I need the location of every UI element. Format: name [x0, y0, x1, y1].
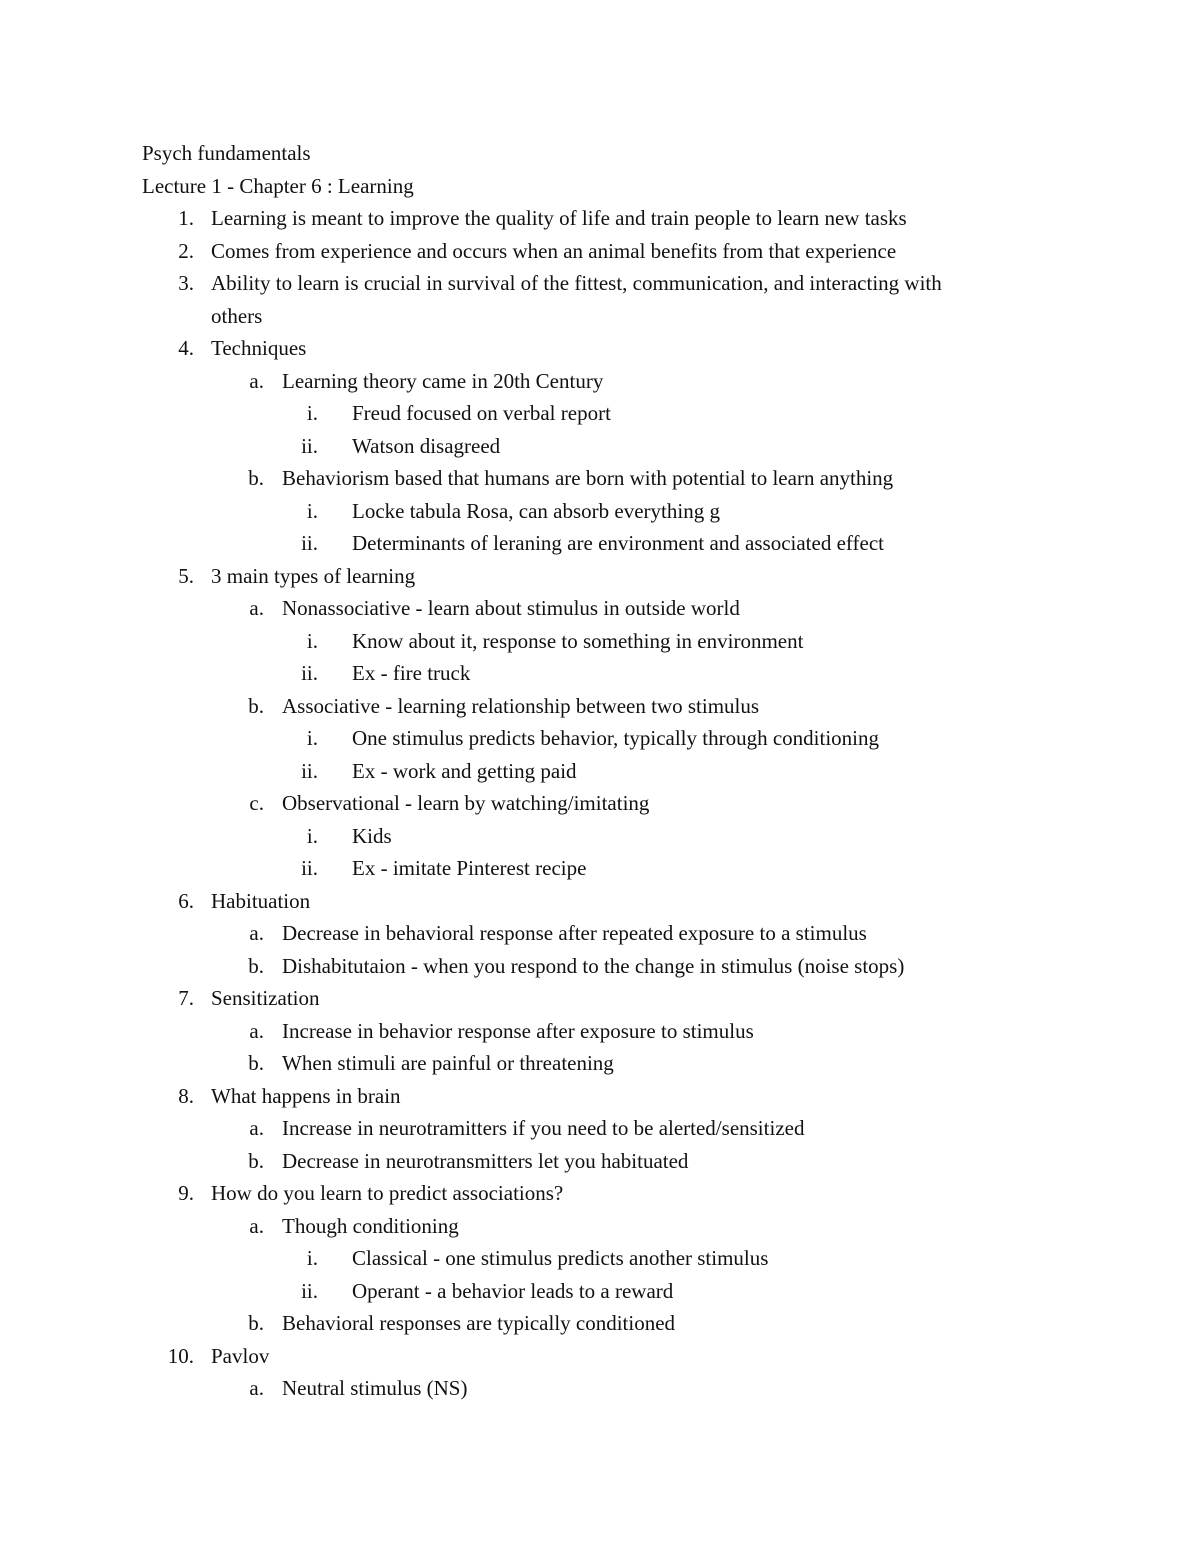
list-marker: 2.: [178, 238, 194, 263]
sub-list-item: Increase in behavior response after exposure to stimulus: [282, 1018, 754, 1043]
list-marker: 7.: [178, 986, 194, 1010]
list-marker: ii.: [301, 531, 318, 555]
sub-list-item: Dishabitutaion - when you respond to the change in stimulus (noise stops): [282, 953, 905, 978]
sub-list-item: Associative - learning relationship between two stimulus: [282, 693, 760, 718]
sub-sub-list-item: Classical - one stimulus predicts another stimulus: [352, 1246, 769, 1270]
sub-list-item: Observational - learn by watching/imitating: [282, 791, 650, 815]
list-marker: i.: [306, 401, 318, 425]
sub-list-item: Behaviorism based that humans are born with potential to learn anything: [282, 466, 894, 490]
list-item: Pavlov: [211, 1343, 270, 1368]
list-marker: 10.: [167, 1343, 194, 1368]
list-marker: i.: [306, 498, 318, 523]
sub-list-item: Neutral stimulus (NS): [282, 1376, 468, 1400]
list-item: What happens in brain: [211, 1083, 401, 1108]
list-marker: 3.: [178, 271, 194, 295]
list-marker: i.: [306, 628, 318, 653]
list-item: 3 main types of learning: [211, 563, 416, 588]
list-marker: ii.: [301, 661, 318, 685]
list-item: Habituation: [211, 888, 311, 913]
sub-sub-list-item: Ex - imitate Pinterest recipe: [352, 856, 587, 880]
list-marker: 4.: [178, 336, 194, 360]
list-item: Techniques: [211, 336, 307, 360]
list-marker: a.: [249, 921, 264, 945]
list-item: Learning is meant to improve the quality of life and train people to learn new tasks: [211, 206, 907, 230]
sub-sub-list-item: Kids: [352, 823, 392, 848]
list-marker: 8.: [178, 1083, 194, 1108]
list-marker: ii.: [301, 433, 318, 458]
list-marker: b.: [248, 953, 264, 978]
lecture-heading: Lecture 1 - Chapter 6 : Learning: [142, 173, 414, 198]
document-title: Psych fundamentals: [142, 141, 311, 165]
list-marker: ii.: [301, 1278, 318, 1303]
list-item: Comes from experience and occurs when an animal benefits from that experience: [211, 238, 897, 263]
list-marker: 5.: [178, 563, 194, 588]
list-marker: b.: [248, 1311, 264, 1335]
list-marker: a.: [249, 1018, 264, 1043]
sub-list-item: Behavioral responses are typically conditioned: [282, 1311, 676, 1335]
list-marker: b.: [248, 466, 264, 490]
sub-list-item: Learning theory came in 20th Century: [282, 368, 604, 393]
list-item: Ability to learn is crucial in survival of the fittest, communication, and interacting with: [211, 271, 942, 295]
list-marker: b.: [248, 1148, 264, 1173]
list-item-continuation: others: [211, 303, 263, 328]
list-marker: 9.: [178, 1181, 194, 1205]
sub-list-item: Nonassociative - learn about stimulus in outside world: [282, 596, 740, 620]
sub-list-item: Though conditioning: [282, 1213, 459, 1238]
list-marker: i.: [306, 1246, 318, 1270]
list-marker: i.: [306, 823, 318, 848]
list-marker: a.: [249, 1376, 264, 1400]
list-marker: ii.: [301, 856, 318, 880]
sub-list-item: Increase in neurotramitters if you need to be alerted/sensitized: [282, 1116, 805, 1140]
list-marker: a.: [249, 596, 264, 620]
list-marker: b.: [248, 693, 264, 718]
sub-sub-list-item: Freud focused on verbal report: [352, 401, 611, 425]
sub-sub-list-item: Operant - a behavior leads to a reward: [352, 1278, 674, 1303]
list-item: How do you learn to predict associations?: [211, 1181, 564, 1205]
list-marker: i.: [306, 726, 318, 750]
list-item: Sensitization: [211, 986, 320, 1010]
list-marker: 1.: [178, 206, 194, 230]
sub-list-item: Decrease in behavioral response after repeated exposure to a stimulus: [282, 921, 867, 945]
list-marker: ii.: [301, 758, 318, 783]
list-marker: c.: [249, 791, 264, 815]
list-marker: 6.: [178, 888, 194, 913]
list-marker: a.: [249, 1213, 264, 1238]
sub-sub-list-item: One stimulus predicts behavior, typically through conditioning: [352, 726, 879, 750]
list-marker: b.: [248, 1051, 264, 1075]
sub-sub-list-item: Determinants of leraning are environment and associated effect: [352, 531, 884, 555]
sub-sub-list-item: Watson disagreed: [352, 433, 501, 458]
sub-sub-list-item: Know about it, response to something in environment: [352, 628, 804, 653]
sub-sub-list-item: Locke tabula Rosa, can absorb everything g: [352, 498, 720, 523]
sub-list-item: When stimuli are painful or threatening: [282, 1051, 614, 1075]
sub-list-item: Decrease in neurotransmitters let you habituated: [282, 1148, 689, 1173]
sub-sub-list-item: Ex - fire truck: [352, 661, 471, 685]
list-marker: a.: [249, 1116, 264, 1140]
list-marker: a.: [249, 368, 264, 393]
sub-sub-list-item: Ex - work and getting paid: [352, 758, 577, 783]
